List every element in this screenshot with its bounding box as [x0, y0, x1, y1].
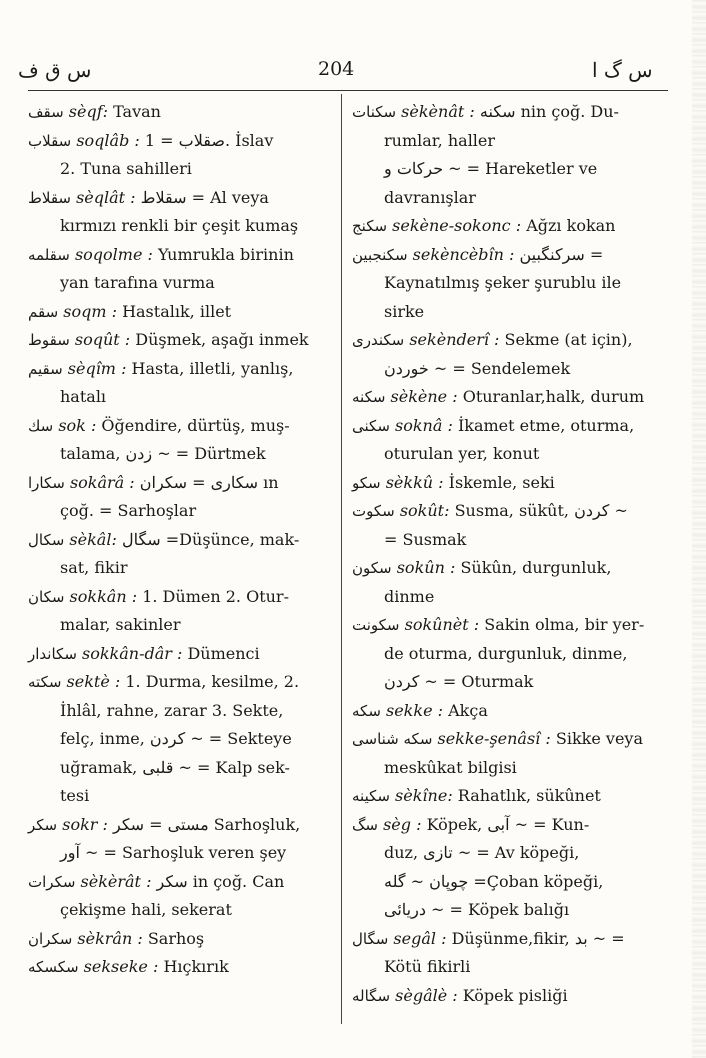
transliteration: sèkkû :	[385, 472, 444, 492]
definition-continuation: چوپان ~ گله =Çoban köpeği,	[384, 871, 604, 891]
arabic-headword: سكرات	[28, 872, 76, 891]
dictionary-entry	[352, 811, 657, 925]
dictionary-entry	[352, 98, 657, 212]
definition-continuation: meskûkat bilgisi	[384, 757, 517, 777]
arabic-headword: سكنى	[352, 416, 390, 435]
definition-continuation: İhlâl, rahne, zarar 3. Sekte,	[60, 700, 284, 720]
transliteration: sekseke :	[83, 957, 159, 976]
header-right-arabic: س گ ا	[592, 58, 653, 82]
definition: Rahatlık, sükûnet	[457, 786, 601, 805]
transliteration: sokkân :	[69, 586, 138, 606]
definition: Ağzı kokan	[526, 216, 616, 235]
transliteration: sokûn :	[396, 558, 456, 577]
arabic-headword: سقلاب	[28, 131, 72, 150]
arabic-headword: سقيم	[28, 359, 63, 378]
page-edge	[692, 0, 706, 1058]
definition-continuation: حركات و ~ = Hareketler ve	[384, 159, 598, 178]
transliteration: sèg :	[383, 814, 422, 834]
definition: Sakin olma, bir yer-	[484, 615, 645, 634]
arabic-headword: سكران	[28, 929, 73, 948]
definition-continuation: davranışlar	[384, 187, 476, 207]
dictionary-entry	[352, 469, 657, 498]
definition: Köpek pisliği	[462, 985, 568, 1005]
arabic-headword: سكاندار	[28, 644, 77, 663]
definition: Köpek, آبى ~ = Kun-	[426, 814, 590, 834]
transliteration: soqût :	[74, 330, 131, 349]
dictionary-entry	[352, 697, 657, 726]
transliteration: soknâ :	[394, 415, 453, 435]
transliteration: sekke-şenâsî :	[437, 729, 551, 748]
definition-continuation: دريائى ~ = Köpek balığı	[384, 900, 570, 919]
arabic-headword: سكسكه	[28, 958, 79, 976]
definition: İskemle, seki	[448, 472, 555, 492]
definition: Dümenci	[187, 643, 260, 663]
definition-continuation: felç, inme, كردن ~ = Sekteye	[60, 729, 292, 748]
dictionary-entry	[28, 668, 333, 811]
definition: سگال =Düşünce, mak-	[121, 529, 300, 549]
dictionary-entry	[28, 184, 333, 241]
arabic-headword: سكر	[28, 815, 58, 834]
arabic-headword: سقم	[28, 302, 59, 321]
dictionary-entry	[352, 326, 657, 383]
definition: Sarhoş	[147, 928, 205, 948]
definition: سكارى = سكران ın	[139, 472, 279, 492]
transliteration: soqolme :	[74, 244, 153, 264]
definition: Hastalık, illet	[122, 301, 232, 321]
transliteration: sèkène :	[390, 387, 458, 406]
right-column	[352, 98, 657, 1010]
definition-continuation: خوردن ~ = Sendelemek	[384, 358, 571, 378]
definition: مستى = سكر Sarhoşluk,	[113, 814, 301, 834]
transliteration: sok :	[58, 415, 97, 435]
transliteration: sèqîm :	[67, 358, 127, 378]
arabic-headword: سكان	[28, 587, 65, 606]
transliteration: sèqlât :	[76, 187, 136, 207]
definition: سكنه nin çoğ. Du-	[479, 102, 619, 121]
definition: Susma, sükût, كردن ~	[454, 501, 628, 520]
definition-continuation: tesi	[60, 786, 90, 805]
definition: Sekme (at için),	[504, 330, 633, 349]
page-header	[0, 58, 706, 88]
arabic-headword: سكينه	[352, 787, 390, 805]
definition-continuation: آور ~ = Sarhoşluk veren şey	[60, 843, 287, 862]
arabic-headword: سكون	[352, 559, 392, 577]
definition: سركنگبين =	[519, 244, 604, 264]
dictionary-entry	[352, 212, 657, 241]
arabic-headword: سكال	[28, 530, 65, 549]
arabic-headword: سكنجبين	[352, 245, 408, 264]
definition-continuation: 2. Tuna sahilleri	[60, 159, 192, 178]
column-divider	[341, 94, 342, 1024]
definition-continuation: Kötü fikirli	[384, 957, 471, 976]
definition-continuation: sirke	[384, 301, 425, 321]
arabic-headword: سقلمه	[28, 245, 70, 264]
definition: Oturanlar,halk, durum	[462, 387, 645, 406]
arabic-headword: سكته	[28, 673, 62, 691]
transliteration: sekènderî :	[409, 330, 500, 349]
dictionary-entry	[352, 782, 657, 811]
dictionary-entry	[28, 469, 333, 526]
arabic-headword: سكو	[352, 473, 381, 492]
definition: Sikke veya	[555, 729, 643, 748]
definition-continuation: sat, fikir	[60, 558, 128, 577]
definition: سقلاط = Al veya	[140, 187, 269, 207]
arabic-headword: سكنات	[352, 103, 397, 121]
dictionary-entry	[352, 611, 657, 697]
dictionary-entry	[28, 640, 333, 669]
definition-continuation: = Susmak	[384, 529, 467, 549]
definition-continuation: hatalı	[60, 387, 107, 406]
dictionary-entry	[28, 241, 333, 298]
definition: Hıçkırık	[163, 957, 229, 976]
definition: سكر in çoğ. Can	[156, 871, 285, 891]
transliteration: sègâlè :	[395, 985, 458, 1005]
transliteration: sèkènât :	[401, 102, 475, 121]
definition-continuation: كردن ~ = Oturmak	[384, 672, 534, 691]
transliteration: sokût:	[399, 501, 450, 520]
arabic-headword: سكنج	[352, 217, 388, 235]
transliteration: sekèncèbîn :	[412, 244, 515, 264]
dictionary-entry	[28, 326, 333, 355]
dictionary-entry	[28, 526, 333, 583]
arabic-headword: سكارا	[28, 473, 65, 492]
page-number: 204	[318, 58, 355, 80]
definition-continuation: kırmızı renkli bir çeşit kumaş	[60, 216, 299, 235]
transliteration: sèqf:	[68, 102, 109, 121]
dictionary-entry	[352, 383, 657, 412]
transliteration: sèkâl:	[69, 529, 117, 549]
transliteration: sèkrân :	[77, 928, 143, 948]
definition-continuation: çoğ. = Sarhoşlar	[60, 501, 197, 520]
definition: Yumrukla birinin	[157, 244, 294, 264]
dictionary-entry	[28, 298, 333, 327]
arabic-headword: سكوت	[352, 502, 395, 520]
dictionary-entry	[352, 412, 657, 469]
definition: Düşmek, aşağı inmek	[135, 330, 309, 349]
dictionary-entry	[28, 98, 333, 127]
dictionary-entry	[352, 982, 657, 1011]
transliteration: sokkân-dâr :	[81, 643, 183, 663]
definition: 1. Dümen 2. Otur-	[142, 586, 289, 606]
dictionary-entry	[352, 925, 657, 982]
left-column	[28, 98, 333, 982]
transliteration: sèkèrât :	[80, 871, 152, 891]
definition: Öğendire, dürtüş, muş-	[101, 415, 290, 435]
definition-continuation: yan tarafına vurma	[60, 273, 215, 292]
definition-continuation: talama, زدن ~ = Dürtmek	[60, 444, 266, 463]
dictionary-entry	[28, 412, 333, 469]
transliteration: sokârâ :	[69, 472, 135, 492]
arabic-headword: سك	[28, 416, 54, 435]
dictionary-entry	[352, 241, 657, 327]
arabic-headword: سگاله	[352, 986, 391, 1005]
dictionary-entry	[28, 925, 333, 954]
arabic-headword: سقوط	[28, 331, 70, 349]
definition-continuation: Kaynatılmış şeker şurublu ile	[384, 273, 622, 292]
arabic-headword: سكنه	[352, 388, 386, 406]
transliteration: sekène-sokonc :	[392, 216, 522, 235]
definition: Sükûn, durgunluk,	[460, 558, 612, 577]
definition: صقلاب = 1. İslav	[144, 130, 274, 150]
definition-continuation: de oturma, durgunluk, dinme,	[384, 643, 628, 663]
arabic-headword: سگ	[352, 815, 378, 834]
transliteration: sèkîne:	[395, 786, 453, 805]
arabic-headword: سگال	[352, 929, 389, 948]
dictionary-entry	[28, 355, 333, 412]
dictionary-entry	[352, 725, 657, 782]
transliteration: segâl :	[393, 928, 447, 948]
definition-continuation: dinme	[384, 586, 435, 606]
definition: 1. Durma, kesilme, 2.	[125, 672, 300, 691]
header-left-arabic: س ق ف	[18, 58, 92, 82]
arabic-headword: سكه شناسى	[352, 730, 433, 748]
dictionary-entry	[28, 953, 333, 982]
transliteration: sekke :	[386, 700, 444, 720]
definition-continuation: çekişme hali, sekerat	[60, 900, 232, 919]
dictionary-entry	[28, 868, 333, 925]
arabic-headword: سكونت	[352, 616, 400, 634]
dictionary-entry	[352, 554, 657, 611]
definition-continuation: oturulan yer, konut	[384, 444, 540, 463]
dictionary-entry	[28, 811, 333, 868]
arabic-headword: سكه	[352, 701, 381, 720]
transliteration: sektè :	[66, 672, 121, 691]
definition-continuation: duz, تازى ~ = Av köpeği,	[384, 843, 580, 862]
definition-continuation: malar, sakinler	[60, 615, 181, 634]
definition-continuation: uğramak, قلبى ~ = Kalp sek-	[60, 757, 290, 777]
definition: Düşünme,fikir, بد ~ =	[451, 928, 625, 948]
transliteration: soqm :	[63, 301, 117, 321]
header-rule	[28, 90, 668, 91]
dictionary-entry	[352, 497, 657, 554]
transliteration: sokûnèt :	[404, 615, 480, 634]
definition: Akça	[448, 700, 488, 720]
definition-continuation: rumlar, haller	[384, 130, 496, 150]
transliteration: soqlâb :	[76, 130, 140, 150]
arabic-headword: سقلاط	[28, 188, 71, 207]
arabic-headword: سكندرى	[352, 331, 405, 349]
definition: Tavan	[113, 102, 161, 121]
definition: İkamet etme, oturma,	[457, 415, 635, 435]
dictionary-entry	[28, 127, 333, 184]
transliteration: sokr :	[62, 814, 108, 834]
definition: Hasta, illetli, yanlış,	[131, 358, 294, 378]
dictionary-entry	[28, 583, 333, 640]
arabic-headword: سقف	[28, 103, 64, 121]
